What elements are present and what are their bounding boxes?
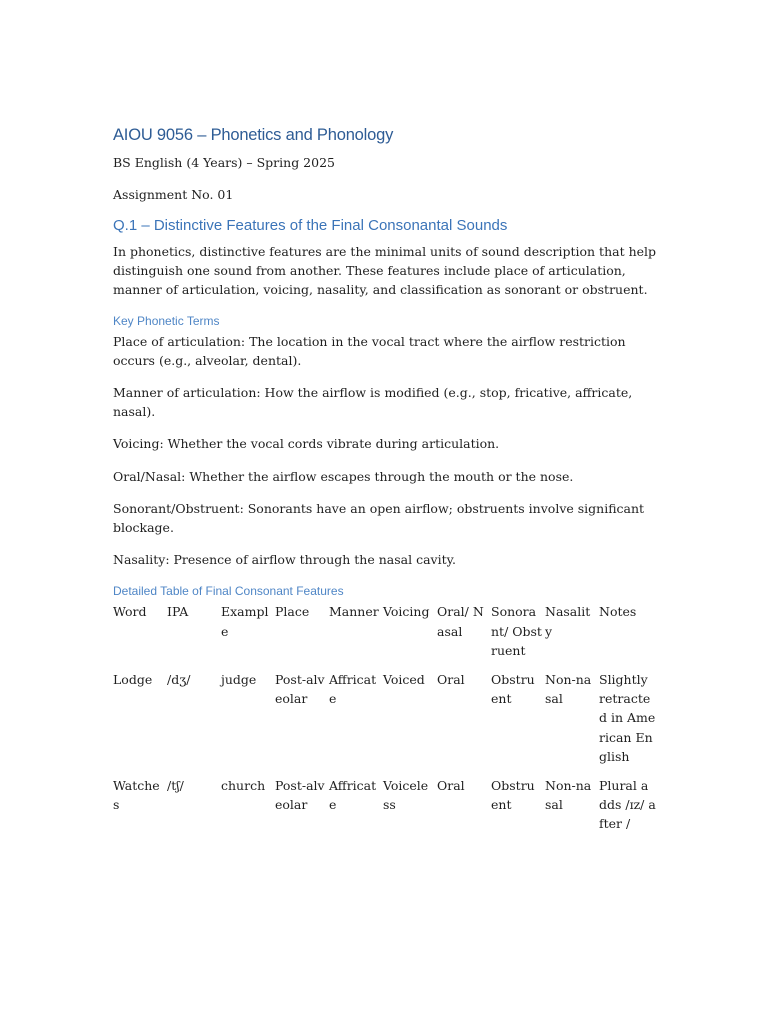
column-header-nasality: Nasality [545, 604, 591, 639]
table-cell-manner: Affricate [329, 672, 377, 707]
table-cell-ipa: /dʒ/ [167, 672, 191, 688]
key-terms-list [113, 332, 658, 570]
table-cell-ipa: /tʃ/ [167, 778, 184, 794]
question-heading: Q.1 – Distinctive Features of the Final Consonantal Sounds [113, 217, 508, 234]
table-cell-word: Lodge [113, 672, 153, 688]
key-terms-heading: Key Phonetic Terms [113, 313, 220, 328]
table-cell-oral-nasal: Oral [437, 778, 465, 794]
assignment-number: Assignment No. 01 [113, 187, 234, 202]
table-cell-example: church [221, 778, 266, 794]
document-title: AIOU 9056 – Phonetics and Phonology [113, 126, 394, 144]
table-cell-example: judge [221, 672, 257, 688]
column-header-word: Word [113, 604, 147, 620]
term-sonorant-obstruent: Sonorant/Obstruent: Sonorants have an open airflow; obstruents involve significant blockage. [113, 500, 645, 536]
table-cell-oral-nasal: Oral [437, 672, 465, 688]
document-subtitle: BS English (4 Years) – Spring 2025 [113, 155, 335, 170]
row-spacer [113, 660, 659, 670]
table-cell-sonorant-obstruent: Obstruent [491, 778, 535, 813]
term-nasality: Nasality: Presence of airflow through the nasal cavity. [113, 552, 456, 568]
column-header-voicing: Voicing [383, 604, 430, 620]
table-cell-notes: Slightly retracted in American English [599, 672, 656, 764]
table-cell-voicing: Voiced [383, 672, 425, 688]
term-voicing: Voicing: Whether the vocal cords vibrate during articulation. [113, 436, 500, 452]
column-header-place: Place [275, 604, 310, 620]
table-cell-sonorant-obstruent: Obstruent [491, 672, 535, 707]
column-header-sonorant-obstruent: Sonorant/ Obstruent [491, 604, 542, 658]
column-header-ipa: IPA [167, 604, 189, 620]
document-page [113, 124, 658, 834]
column-header-manner: Manner [329, 604, 379, 620]
column-header-oral-nasal: Oral/ Nasal [437, 604, 484, 639]
intro-paragraph: In phonetics, distinctive features are the minimal units of sound description that help distinguish one sound from another. These features include place of articulation, manner of articulation, voicing, nasality, and classification as sonorant or obstruent. [113, 244, 657, 298]
column-header-example: Example [221, 604, 269, 639]
table-heading: Detailed Table of Final Consonant Features [113, 584, 344, 599]
row-spacer [113, 766, 659, 776]
table-cell-voicing: Voiceless [383, 778, 429, 813]
table-cell-place: Post-alveolar [275, 778, 325, 813]
table-cell-word: Watches [113, 778, 160, 813]
table-cell-notes: Plural adds /ɪz/ after / [599, 778, 656, 832]
term-place: Place of articulation: The location in the vocal tract where the airflow restriction occurs (e.g., alveolar, dental). [113, 333, 626, 368]
table-cell-nasality: Non-nasal [545, 672, 592, 707]
term-oral-nasal: Oral/Nasal: Whether the airflow escapes through the mouth or the nose. [113, 468, 574, 484]
table-cell-nasality: Non-nasal [545, 778, 592, 813]
table-cell-manner: Affricate [329, 778, 377, 813]
term-manner: Manner of articulation: How the airflow is modified (e.g., stop, fricative, affricate, nasal). [113, 385, 633, 420]
column-header-notes: Notes [599, 604, 637, 620]
table-cell-place: Post-alveolar [275, 672, 325, 707]
features-table [113, 602, 658, 833]
